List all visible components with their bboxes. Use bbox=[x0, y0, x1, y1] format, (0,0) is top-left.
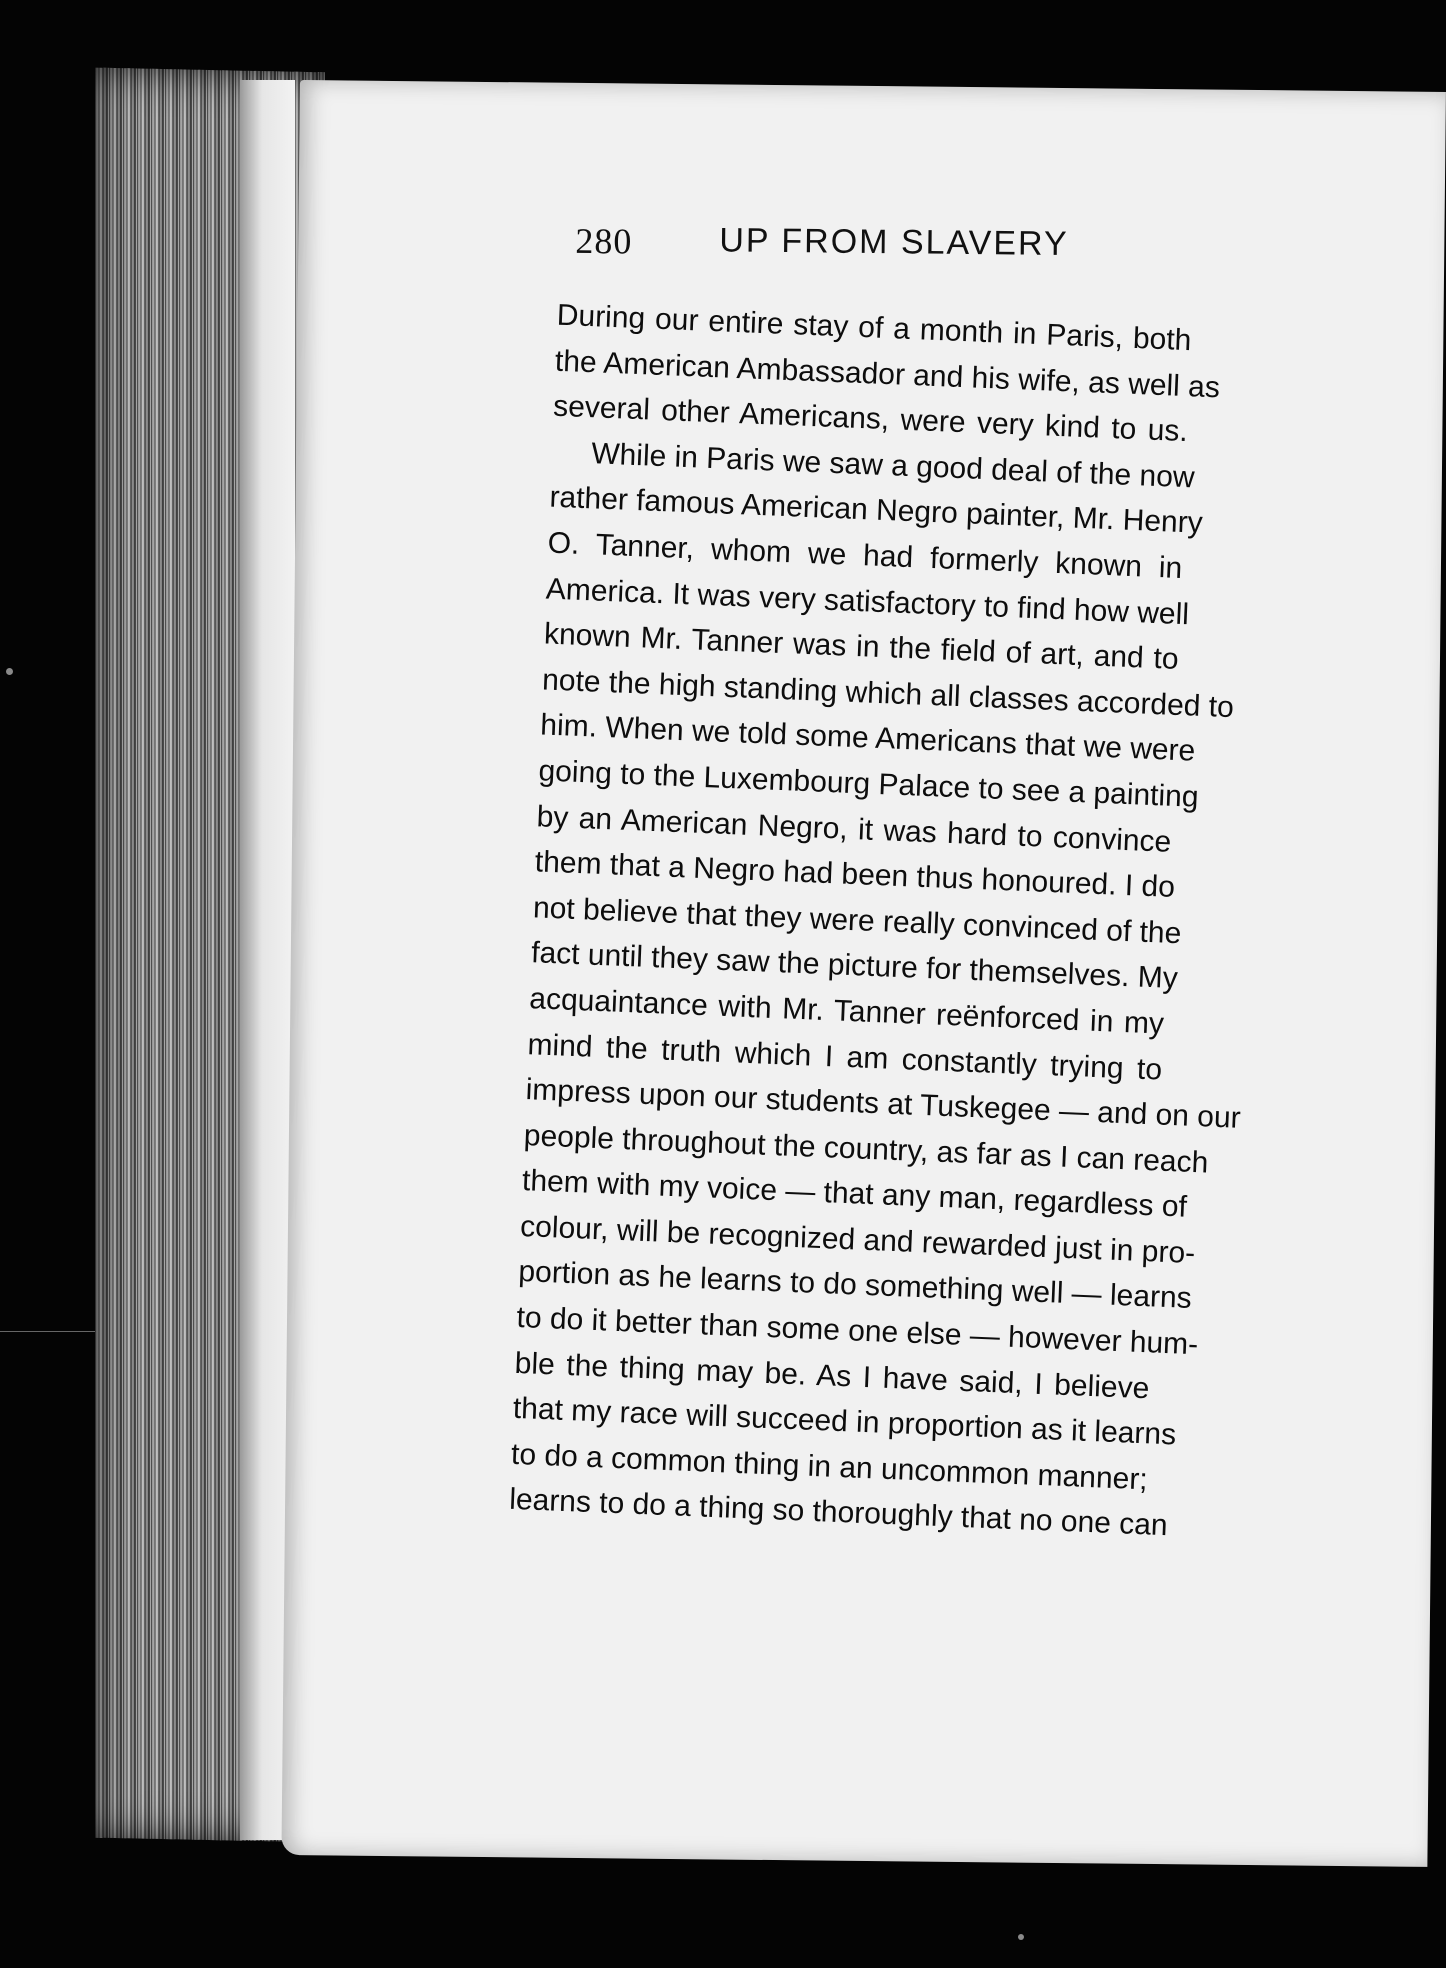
text-line: going to the Luxembourg Palace to see a painting bbox=[537, 754, 1200, 814]
text-line: known Mr. Tanner was in the field of art, and to bbox=[543, 617, 1180, 677]
text-line: ble the thing may be. As I have said, I believe bbox=[514, 1346, 1150, 1405]
text-line: them with my voice — that any man, regardless of bbox=[521, 1164, 1188, 1224]
text-line: portion as he learns to do something well — learns bbox=[517, 1255, 1193, 1316]
text-line: the American Ambassador and his wife, as well as bbox=[554, 344, 1221, 404]
text-line: fact until they saw the picture for themselves. My bbox=[530, 936, 1179, 996]
text-line: not believe that they were really convinced of the bbox=[532, 890, 1182, 950]
scan-speck bbox=[6, 668, 13, 675]
text-line: America. It was very satisfactory to find how well bbox=[545, 572, 1190, 631]
text-line: that my race will succeed in proportion as it learns bbox=[512, 1392, 1177, 1452]
body-text bbox=[508, 293, 1242, 1549]
running-head bbox=[575, 220, 1196, 282]
text-line: to do it better than some one else — however hum- bbox=[515, 1300, 1199, 1362]
book-title: UP FROM SLAVERY bbox=[719, 221, 1069, 264]
text-line: people throughout the country, as far as I can reach bbox=[523, 1118, 1209, 1180]
text-line: acquaintance with Mr. Tanner reënforced in my bbox=[528, 982, 1165, 1041]
text-line: him. When we told some Americans that we were bbox=[539, 708, 1196, 768]
text-line: colour, will be recognized and rewarded just in pro- bbox=[519, 1209, 1196, 1270]
text-line: several other Americans, were very kind to us. bbox=[552, 389, 1189, 449]
text-line: impress upon our students at Tuskegee — and on our bbox=[525, 1073, 1242, 1135]
scan-speck bbox=[1018, 1934, 1024, 1940]
text-line: to do a common thing in an uncommon manner; bbox=[510, 1437, 1149, 1497]
book-page bbox=[281, 80, 1446, 1867]
text-line: rather famous American Negro painter, Mr. Henry bbox=[548, 480, 1204, 541]
text-line: them that a Negro had been thus honoured. I do bbox=[534, 845, 1176, 905]
text-line: by an American Negro, it was hard to convince bbox=[536, 799, 1172, 859]
page-number: 280 bbox=[575, 220, 633, 262]
text-line: note the high standing which all classes accorded to bbox=[541, 663, 1235, 724]
text-line: While in Paris we saw a good deal of the now bbox=[590, 436, 1196, 495]
text-line: learns to do a thing so thoroughly that no one can bbox=[508, 1483, 1169, 1543]
text-line: mind the truth which I am constantly trying to bbox=[526, 1027, 1163, 1087]
text-line: During our entire stay of a month in Paris, both bbox=[556, 298, 1193, 358]
text-line: O. Tanner, whom we had formerly known in bbox=[547, 526, 1183, 585]
